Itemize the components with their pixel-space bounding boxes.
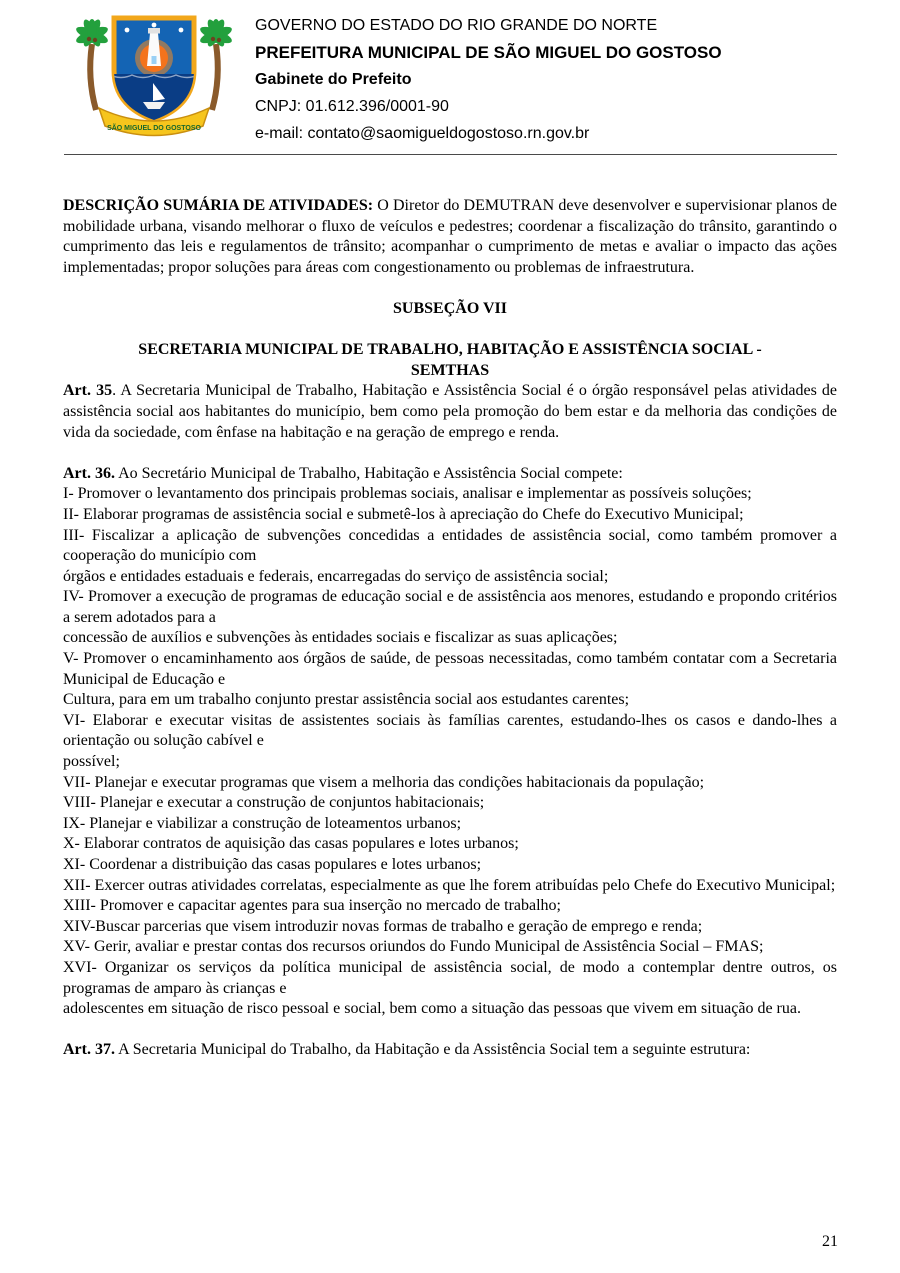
item-xii: XII- Exercer outras atividades correlatas, especialmente as que lhe forem atribuídas pelo Chefe do Executivo Municipal; (63, 876, 836, 894)
section-title-line1: SECRETARIA MUNICIPAL DE TRABALHO, HABITAÇÃO E ASSISTÊNCIA SOCIAL - (138, 341, 762, 359)
item-vii: VII- Planejar e executar programas que visem a melhoria das condições habitacionais da população; (63, 773, 705, 791)
item-iii-continuation: órgãos e entidades estaduais e federais, encarregadas do serviço de assistência social; (63, 567, 609, 585)
item-vi-continuation: possível; (63, 753, 120, 771)
item-i: I- Promover o levantamento dos principais problemas sociais, analisar e implementar as possíveis soluções; (63, 485, 752, 503)
art-35-label: Art. 35 (63, 382, 113, 400)
paragraph-art-36 (63, 464, 837, 485)
document-header (65, 8, 722, 147)
descricao-text: O Diretor do DEMUTRAN deve desenvolver e supervisionar planos de mobilidade urbana, visando melhorar o fluxo de veículos e pedestres; coordenar a fiscalização do trânsito, garantindo o cumprimento das leis e regulamentos de trânsito; acompanhar o cumprimento de metas e avaliar o impacto das ações implementadas; propor soluções para áreas com congestionamento ou problemas de infraestrutura. (63, 197, 838, 276)
subsection-title: SUBSEÇÃO VII (393, 299, 507, 317)
art-36-label: Art. 36. (63, 464, 115, 482)
header-divider (64, 154, 837, 155)
header-office-line: Gabinete do Prefeito (255, 71, 412, 88)
item-xvi: XVI- Organizar os serviços da política municipal de assistência social, de modo a contemplar dentre outros, os programas de amparo às crianças e (63, 958, 837, 997)
item-xiii: XIII- Promover e capacitar agentes para sua inserção no mercado de trabalho; (63, 897, 561, 915)
header-prefeitura-line: PREFEITURA MUNICIPAL DE SÃO MIGUEL DO GOSTOSO (255, 43, 722, 62)
item-iii: III- Fiscalizar a aplicação de subvenções concedidas a entidades de assistência social, como também promover a cooperação do município com (63, 526, 837, 565)
descricao-label: DESCRIÇÃO SUMÁRIA DE ATIVIDADES: (63, 197, 374, 214)
star-icon (152, 23, 157, 28)
coat-of-arms-icon (65, 8, 243, 146)
palm-tree-left-icon (74, 17, 110, 110)
item-iv: IV- Promover a execução de programas de educação social e de assistência aos menores, estudando e propondo critérios a serem adotados para a (63, 588, 837, 626)
header-text-block (255, 8, 722, 147)
item-v: V- Promover o encaminhamento aos órgãos de saúde, de pessoas necessitadas, como também contatar com a Secretaria Municipal de Educação e (63, 650, 837, 688)
header-cnpj-line: CNPJ: 01.612.396/0001-90 (255, 98, 449, 115)
item-iv-continuation: concessão de auxílios e subvenções às entidades sociais e fiscalizar as suas aplicações; (63, 629, 618, 647)
shield-icon (110, 18, 200, 124)
star-icon (179, 28, 184, 33)
page-number: 21 (822, 1233, 838, 1250)
paragraph-art-35 (63, 381, 837, 443)
art-37-label: Art. 37. (63, 1041, 115, 1059)
art-36-text: Ao Secretário Municipal de Trabalho, Habitação e Assistência Social compete: (114, 464, 623, 482)
section-title-line2: SEMTHAS (410, 361, 490, 379)
item-vi: VI- Elaborar e executar visitas de assistentes sociais às famílias carentes, estudando-lhes os casos e dando-lhes a orientação ou solução cabível e (63, 711, 837, 750)
art-37-text: A Secretaria Municipal do Trabalho, da Habitação e da Assistência Social tem a seguinte estrutura: (114, 1041, 751, 1059)
item-viii: VIII- Planejar e executar a construção de conjuntos habitacionais; (63, 794, 485, 812)
header-government-line: GOVERNO DO ESTADO DO RIO GRANDE DO NORTE (255, 17, 658, 34)
document-body (63, 196, 837, 1061)
logo-ribbon-text: SÃO MIGUEL DO GOSTOSO (107, 125, 201, 132)
palm-tree-right-icon (198, 17, 234, 110)
coat-of-arms-logo (65, 8, 243, 146)
item-ix: IX- Planejar e viabilizar a construção de loteamentos urbanos; (63, 814, 462, 832)
item-xv: XV- Gerir, avaliar e prestar contas dos recursos oriundos do Fundo Municipal de Assistência Social – FMAS; (63, 938, 764, 956)
item-v-continuation: Cultura, para em um trabalho conjunto prestar assistência social aos estudantes carentes; (63, 691, 630, 709)
item-x: X- Elaborar contratos de aquisição das casas populares e lotes urbanos; (63, 835, 519, 853)
item-ii: II- Elaborar programas de assistência social e submetê-los à apreciação do Chefe do Executivo Municipal; (63, 505, 744, 523)
header-email-line: e-mail: contato@saomigueldogostoso.rn.gov.br (255, 125, 590, 142)
item-xi: XI- Coordenar a distribuição das casas populares e lotes urbanos; (63, 856, 482, 873)
paragraph-descricao (63, 196, 837, 278)
star-icon (125, 28, 130, 33)
item-xiv: XIV-Buscar parcerias que visem introduzir novas formas de trabalho e geração de emprego e renda; (63, 917, 703, 935)
item-xvi-continuation: adolescentes em situação de risco pessoal e social, bem como a situação das pessoas que vivem em situação de rua. (63, 1000, 801, 1018)
art-35-text: . A Secretaria Municipal de Trabalho, Habitação e Assistência Social é o órgão responsável pelas atividades de assistência social aos habitantes do município, bem como pela promoção do bem estar e da melhoria das condições de vida da sociedade, com ênfase na habitação e na geração de emprego e renda. (63, 382, 838, 441)
paragraph-art-37 (63, 1040, 837, 1061)
